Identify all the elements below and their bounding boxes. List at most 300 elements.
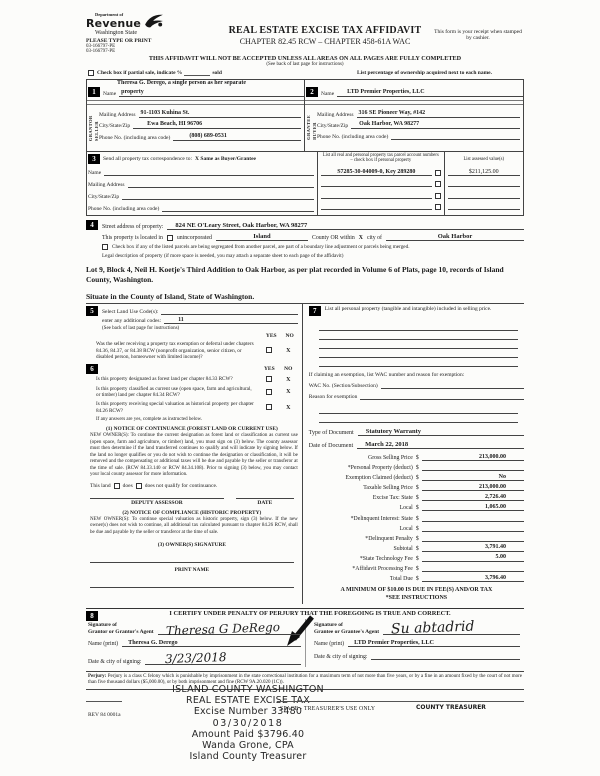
fin-label: *State Technology Fee (359, 555, 413, 562)
rev-form-code: REV 84 0001a (88, 712, 121, 718)
fin-row-excise-local (309, 504, 524, 512)
buyer-fields (305, 106, 523, 140)
segregated-row (86, 244, 524, 250)
section-6-header (86, 364, 298, 374)
fin-label: Gross Selling Price (368, 455, 413, 461)
form-subtitle: CHAPTER 82.45 RCW – CHAPTER 458-61A WAC (239, 37, 411, 46)
fin-value (422, 514, 524, 522)
send-label: Send all property tax correspondence to: (103, 156, 193, 162)
fin-value (422, 464, 524, 472)
seller-phone-value: (808) 689-0531 (173, 133, 301, 141)
corr-name-value (104, 169, 314, 176)
fin-row-delinq-penalty (309, 534, 524, 542)
reason-extra-line (319, 405, 518, 414)
section-8-numbox: 8 (86, 611, 98, 621)
fin-value (422, 534, 524, 542)
yes-no-header-5 (86, 333, 298, 339)
buyer-side-label (305, 106, 317, 140)
seller-city-value: Ewa Beach, HI 96706 (133, 121, 301, 129)
fin-value (422, 524, 524, 532)
does-label: does (122, 482, 133, 489)
seller-city-label: City/State/Zip (99, 123, 131, 130)
partial-sale-label: Check box if partial sale, indicate % (97, 70, 183, 76)
dollar-sign: $ (415, 495, 419, 502)
corr-city-row (88, 193, 314, 200)
buyer-phone-label: Phone No. (including area code) (317, 133, 389, 140)
historical-question-row (86, 401, 298, 414)
parcel-number-value: S7285-30-04009-0, Key 289280 (321, 169, 431, 176)
yes-label: YES (263, 365, 275, 372)
grantee-date-label: Date & city of signing: (314, 654, 368, 661)
claim-exemption-note: If claiming an exemption, list WAC number and reason for exemption: (308, 371, 465, 378)
buyer-phone-row (317, 133, 520, 140)
assessed-blank-line (448, 203, 520, 210)
see-back-note: (See back of last page for instructions) (266, 62, 344, 67)
fin-row-subtotal (309, 544, 524, 552)
doc-type-row (309, 428, 524, 436)
buyer-city-label: City/State/Zip (317, 123, 349, 130)
type-or-print-note: PLEASE TYPE OR PRINT (86, 38, 152, 44)
corr-name-row (88, 169, 314, 176)
footer-left-rule (86, 701, 122, 702)
deferral-question: Was the seller receiving a property tax exemption or deferral under chapters 84.36, 84.37, or 84.38 RCW (nonprofit organization, senior citizen, or disabled person, homeowner with limited income)? (96, 341, 254, 360)
corr-phone-row (88, 205, 314, 212)
section-3 (86, 151, 524, 216)
buyer-grantee-vertical: GRANTEE (305, 115, 311, 140)
doc-date-value: March 22, 2018 (357, 441, 524, 449)
buyer-address-row (317, 110, 520, 118)
fin-row-processing-fee (309, 565, 524, 573)
header (86, 12, 524, 54)
receipt-note: This form is your receipt when stamped by cashier. (434, 29, 522, 41)
fin-label: *Delinquent Interest: State (350, 515, 413, 522)
dor-logo (86, 12, 218, 36)
fin-value (422, 565, 524, 573)
buyer-name-label: Name (321, 91, 335, 97)
partial-sale-row (86, 70, 524, 76)
fin-row-excise-state (309, 494, 524, 502)
personal-property-checkbox (435, 204, 441, 210)
grantor-handwritten-date: 3/23/2018 (165, 650, 228, 667)
ownership-line (87, 101, 304, 105)
deputy-assessor-label: DEPUTY ASSESSOR (90, 498, 224, 506)
dollar-sign: $ (415, 576, 419, 583)
parcel-numbers-cell (318, 152, 444, 215)
print-name-label: PRINT NAME (174, 567, 210, 573)
county-treasurer-label: COUNTY TREASURER (416, 704, 486, 711)
q1-no-answer: X (286, 376, 291, 383)
q2-yes-cell (260, 389, 279, 396)
assessed-values-cell (445, 152, 523, 215)
grantor-signature-block (86, 619, 305, 667)
street-address-value: 824 NE O'Leary Street, Oak Harbor, WA 98277 (167, 222, 524, 230)
treasurer-stamp (127, 684, 369, 762)
parcel-header: List all real and personal property tax parcel account numbers – check box if personal property (322, 153, 439, 164)
q1-yes-checkbox (266, 376, 272, 382)
footer-right-rule (277, 701, 524, 702)
fin-label: Excise Tax: State (372, 495, 413, 502)
fin-label: Local (399, 525, 413, 532)
see-back-note-2: (See back of last page for instructions) (102, 325, 180, 331)
parcel-row-3 (321, 192, 440, 199)
section-7-header (309, 306, 524, 316)
corr-phone-value (162, 205, 314, 212)
parties-box (86, 79, 524, 151)
does-not-checkbox (136, 483, 142, 489)
minimum-fee-line2: *SEE INSTRUCTIONS (385, 594, 448, 601)
affidavit-form (86, 12, 524, 690)
section-3-numbox: 3 (88, 154, 100, 164)
corr-phone-label: Phone No. (including area code) (88, 206, 160, 212)
personal-property-line (319, 340, 518, 349)
dollar-sign: $ (415, 555, 419, 562)
fin-row-total-due (309, 575, 524, 583)
grantor-sig-label (88, 622, 154, 635)
grantee-name-print: LTD Premier Properties, LLC (348, 639, 520, 647)
fin-row-delinq-interest-state (309, 514, 524, 522)
section-2-numbox: 2 (306, 87, 318, 97)
corr-name-label: Name (88, 170, 102, 176)
reason-extra-line (319, 414, 518, 423)
dollar-sign: $ (415, 465, 419, 472)
located-label: This property is located in (102, 235, 163, 241)
corr-address-label: Mailing Address (88, 182, 125, 188)
no-label: NO (285, 332, 294, 339)
segregated-checkbox (102, 244, 108, 250)
stamp-amount-paid: Amount Paid $3796.40 (191, 728, 305, 740)
deferral-yes-checkbox (266, 347, 272, 353)
wac-line (381, 382, 524, 389)
grantor-name-label: Name (print) (88, 641, 119, 648)
send-value: X Same as Buyer/Grantee (195, 156, 256, 162)
reason-line (360, 393, 524, 400)
signature-of-label: Signature of (314, 621, 343, 628)
land-use-row (102, 308, 298, 315)
header-left (86, 12, 218, 54)
section-5-header (86, 306, 298, 331)
yes-label: YES (265, 332, 277, 339)
ownership-note: List percentage of ownership acquired next to each name. (357, 70, 492, 76)
buyer-address-label: Mailing Address (317, 111, 354, 118)
minimum-fee-line1: A MINIMUM OF $10.00 IS DUE IN FEE(S) AND/OR TAX (340, 587, 493, 594)
deputy-assessor-row (86, 498, 298, 506)
middle-columns (86, 303, 524, 605)
left-column (86, 304, 303, 605)
personal-property-checkbox (435, 193, 441, 199)
seller-address-label: Mailing Address (99, 111, 136, 118)
corr-city-label: City/State/Zip (88, 194, 120, 200)
forest-land-question-row (86, 376, 298, 383)
form-code-2: 03-166797-PE (86, 49, 116, 54)
grantee-handwritten-signature: Su abtadrid (390, 618, 475, 638)
buyer-section (305, 80, 523, 151)
acceptance-warning: THIS AFFIDAVIT WILL NOT BE ACCEPTED UNLESS ALL AREAS ON ALL PAGES ARE FULLY COMPLETED (148, 55, 462, 62)
seller-name-value: property (119, 89, 304, 97)
grantee-date-line (371, 653, 520, 660)
situate-line: Situate in the County of Island, State of Washington. (86, 291, 255, 301)
grantee-agent-label: Grantee or Grantee's Agent (314, 628, 380, 635)
dollar-sign: $ (415, 525, 419, 532)
q3-yes-checkbox (266, 404, 272, 410)
corr-address-row (88, 181, 314, 188)
current-use-question-row (86, 386, 298, 399)
section-8 (86, 608, 524, 667)
street-address-row (86, 220, 524, 230)
q1-yes-cell (260, 376, 279, 383)
forest-land-question: Is this property designated as forest land per chapter 84.33 RCW? (96, 376, 233, 383)
fin-value: 3,791.40 (422, 544, 524, 552)
personal-property-checkbox (435, 170, 441, 176)
dollar-sign: $ (415, 515, 419, 522)
grantor-agent-label: Grantor or Grantor's Agent (88, 628, 154, 635)
fin-value: No (422, 474, 524, 482)
stamp-county-line: ISLAND COUNTY WASHINGTON (172, 684, 324, 695)
buyer-name-value: LTD Premier Properties, LLC (337, 89, 523, 97)
assessed-header: List assessed value(s) (463, 157, 505, 162)
notice-compliance-title: (2) NOTICE OF COMPLIANCE (HISTORIC PROPERTY) (122, 509, 262, 516)
grantor-name-row (88, 639, 301, 647)
form-code-1: 03-166797-PE (86, 44, 116, 49)
grantor-date-row (88, 650, 301, 667)
grantor-date-label: Date & city of signing: (88, 659, 142, 666)
seller-phone-label: Phone No. (including area code) (99, 135, 171, 142)
seller-city-row (99, 121, 301, 129)
seller-name-label: Name (103, 91, 117, 97)
notice-continuance-title: (1) NOTICE OF CONTINUANCE (FOREST LAND OR CURRENT USE) (105, 426, 278, 432)
q2-yes-checkbox (266, 389, 272, 395)
doc-type-label: Type of Document (308, 429, 354, 436)
section-4 (86, 220, 524, 301)
logo-department-of: Department of (95, 12, 124, 17)
segregated-label: Check box if any of the listed parcels are being segregated from another parcel, are part of a boundary line adjustment or parcels being merged. (112, 244, 410, 250)
county-value: Island (216, 233, 308, 241)
section-4-numbox: 4 (86, 220, 98, 230)
grantee-sig-row (314, 618, 520, 638)
grantor-handwritten-signature: Theresa G DeRego (165, 620, 280, 639)
owner-signature-label: (3) OWNER(S) SIGNATURE (157, 542, 226, 548)
q2-no-answer: X (286, 389, 291, 395)
dor-swoosh-icon (143, 13, 165, 29)
stamp-date: 03/30/2018 (212, 717, 284, 729)
legal-desc-note: Legal description of property (if more space is needed, you may attach a separate sheet to each page of the affidavit) (102, 253, 344, 259)
fin-row-delinq-interest-local (309, 524, 524, 532)
perjury-text: Perjury is a class C felony which is punishable by imprisonment in the state correctional institution for a maximum term of not more than five years, or by a fine in an amount fixed by the court of not more than five thousand dollars ($5,000.00), or by both imprisonment and fine (RCW 9A.20.020 (1C)). (88, 673, 523, 686)
section-1-numbox: 1 (88, 87, 100, 97)
qualify-row (86, 483, 298, 489)
notice-compliance-body: NEW OWNER(S): To continue special valuation as historic property, sign (3) below. If the new owner(s) does not wish to continue, all additional tax calculated pursuant to chapter 84.26 RCW, shall be due and payable by the seller or transferor at the time of sale. (90, 516, 298, 535)
grantee-name-row (314, 639, 520, 647)
dor-logo-text (86, 12, 141, 36)
owner-signature-line (90, 555, 294, 563)
dollar-sign: $ (415, 545, 419, 552)
street-address-label: Street address of property: (102, 224, 164, 230)
buyer-name-row (305, 87, 523, 97)
city-value: Oak Harbor (386, 233, 524, 241)
fin-label: Subtotal (393, 545, 413, 552)
assessed-blank-line (448, 180, 520, 187)
personal-property-header: List all personal property (tangible and intangible) included in selling price. (324, 305, 492, 312)
fin-value: 213,000.00 (422, 454, 524, 462)
ownership-line (305, 101, 523, 105)
send-correspondence-row (88, 154, 314, 164)
partial-sale-checkbox (88, 70, 94, 76)
parcel-row-1 (321, 169, 440, 176)
seller-grantor-vertical: GRANTOR (87, 115, 93, 142)
buyer-city-value: Oak Harbor, WA 98277 (351, 121, 520, 129)
seller-address-row (99, 110, 301, 118)
personal-property-checkbox (435, 181, 441, 187)
grantee-date-row (314, 653, 520, 660)
corr-address-value (128, 181, 315, 188)
tax-correspondence-cell (87, 152, 318, 215)
stamp-treasurer-name: Wanda Grone, CPA (202, 740, 294, 752)
seller-address-value: 91-1103 Kuhina St. (139, 110, 301, 118)
grantor-signature-line (158, 619, 301, 639)
dollar-sign: $ (415, 535, 419, 542)
deferral-question-row (86, 341, 298, 361)
legal-desc-note-row (86, 253, 524, 259)
fin-row-taxable (309, 484, 524, 492)
fin-label: *Delinquent Penalty (365, 535, 413, 542)
grantor-name-print: Theresa G. Derego (122, 639, 301, 647)
dollar-sign: $ (415, 485, 419, 492)
personal-property-line (319, 331, 518, 340)
dollar-sign: $ (415, 566, 419, 573)
doc-date-label: Date of Document (308, 442, 354, 449)
stamp-treasurer-title: Island County Treasurer (189, 751, 307, 763)
grantee-signature-line (383, 618, 520, 638)
wac-label: WAC No. (Section/Subsection) (308, 382, 378, 389)
parcel-blank-line (321, 203, 431, 210)
seller-name-row (87, 87, 304, 97)
personal-property-line (319, 358, 518, 367)
seller-name-line1: Theresa G. Derego, a single person as her separate (117, 80, 246, 86)
does-checkbox (114, 483, 120, 489)
fin-label: Taxable Selling Price (363, 485, 413, 492)
notice-continuance-body: NEW OWNER(S): To continue the current designation as forest land or classification as current use (open space, farm and agriculture, or timber) land, you must sign on (3) below. The county assessor must then determine if the land transferred continues to qualify and will indicate by signing below. If the land no longer qualifies or you do not wish to continue the designation or classification, it will be removed and the compensating or additional taxes will be due and payable by the seller or transferor at the time of sale. (RCW 84.33.140 or RCW 84.34.108). Prior to signing (3) below, you may contact your local county assessor for more information. (90, 433, 298, 477)
fin-label: *Personal Property (deduct) (347, 465, 413, 472)
partial-sale-percent-line (184, 75, 210, 76)
fin-row-tech-fee (309, 554, 524, 562)
dollar-sign: $ (415, 475, 419, 482)
seller-vertical: SELLER (93, 121, 99, 142)
fin-row-gross (309, 454, 524, 462)
county-or-label: County OR within (311, 235, 355, 241)
buyer-phone-value (391, 133, 520, 140)
treasurer-use-only-label: SPACE - TREASURER'S USE ONLY (280, 706, 376, 712)
right-column (303, 304, 524, 605)
grantee-signature-block (305, 619, 524, 667)
logo-washington-state: Washington State (95, 30, 138, 36)
doc-type-value: Statutory Warranty (358, 428, 524, 436)
logo-revenue: Revenue (86, 17, 142, 30)
dollar-sign: $ (415, 505, 419, 512)
header-center (218, 12, 432, 54)
sold-label: sold (212, 70, 222, 76)
additional-codes-label: enter any additional codes: (102, 317, 162, 324)
print-name-line (90, 580, 294, 588)
buyer-address-value: 316 SE Pioneer Way, #142 (357, 110, 520, 118)
buyer-vertical: BUYER (311, 122, 317, 140)
legal-description: Lot 9, Block 4, Neil H. Koetje's Third Addition to Oak Harbor, as per plat recorded in Volume 6 of Plats, page 10, records of Island County, Washington. (86, 265, 504, 284)
fin-row-exemption (309, 474, 524, 482)
fin-value: 3,796.40 (422, 575, 524, 583)
additional-codes-row (102, 317, 298, 324)
doc-date-row (309, 441, 524, 449)
grantor-date-line (145, 650, 301, 667)
city-x-mark: X (358, 235, 363, 241)
deputy-date-label: DATE (236, 498, 294, 506)
buyer-name-spacer (335, 80, 523, 87)
section-7-numbox: 7 (309, 306, 321, 316)
stamp-excise-number: Excise Number 33480 (193, 706, 303, 718)
unincorporated-label: unincorporated (176, 235, 212, 241)
parcel-blank-line (321, 192, 431, 199)
fin-value: 213,000.00 (422, 484, 524, 492)
certify-statement: I CERTIFY UNDER PENALTY OF PERJURY THAT THE FOREGOING IS TRUE AND CORRECT. (169, 610, 451, 618)
fin-value: 5.00 (422, 554, 524, 562)
land-use-line (161, 308, 297, 315)
if-yes-note: If any answers are yes, complete as instructed below. (96, 417, 203, 422)
fin-label: Exemption Claimed (deduct) (345, 475, 413, 482)
personal-property-line (319, 322, 518, 331)
perjury-lead: Perjury: (88, 673, 107, 679)
q3-no-answer: X (286, 404, 291, 411)
fin-value: 1,065.00 (422, 504, 524, 512)
does-not-label: does not qualify for continuance. (144, 482, 218, 489)
historical-question: Is this property receiving special valuation as historical property per chapter 84.26 RCW? (96, 401, 254, 414)
form-title: REAL ESTATE EXCISE TAX AFFIDAVIT (228, 25, 422, 36)
fin-label: Local (399, 505, 413, 512)
personal-property-line (319, 349, 518, 358)
assessed-blank-line (448, 192, 520, 199)
seller-fields (87, 106, 304, 141)
no-label: NO (284, 365, 293, 372)
additional-codes-value: 11 (164, 317, 298, 324)
corr-city-value (122, 193, 314, 200)
signature-of-label: Signature of (88, 621, 117, 628)
reason-row (309, 393, 524, 400)
located-in-row (86, 233, 524, 241)
seller-section (87, 80, 305, 151)
section-6-numbox: 6 (86, 364, 98, 374)
fin-row-personal-property (309, 464, 524, 472)
parcel-row-4 (321, 203, 440, 210)
this-land-label: This land (90, 482, 111, 489)
assessed-value-1: $211,125.00 (448, 169, 520, 176)
wac-row (309, 382, 524, 389)
buyer-city-row (317, 121, 520, 129)
dollar-sign: $ (415, 455, 419, 461)
land-use-label: Select Land Use Code(s): (102, 308, 159, 315)
fin-value: 2,726.40 (422, 494, 524, 502)
seller-phone-row (99, 133, 301, 141)
unincorporated-checkbox (167, 235, 173, 241)
deferral-yes-cell (260, 347, 279, 354)
current-use-question: Is this property classified as current use (open space, farm and agricultural, or timber) land per chapter 84.34 RCW? (96, 385, 252, 398)
stamp-reet-line: REAL ESTATE EXCISE TAX (186, 695, 310, 707)
city-of-label: city of (366, 235, 382, 241)
fin-label: Total Due (389, 576, 413, 583)
q3-yes-cell (260, 404, 279, 411)
minimum-fee-note (309, 587, 524, 602)
seller-side-label (87, 106, 99, 141)
reason-label: Reason for exemption (308, 393, 358, 400)
parcel-blank-line (321, 180, 431, 187)
deferral-no-answer: X (286, 347, 291, 354)
grantor-sig-row (88, 619, 301, 639)
fin-label: *Affidavit Processing Fee (352, 566, 413, 573)
